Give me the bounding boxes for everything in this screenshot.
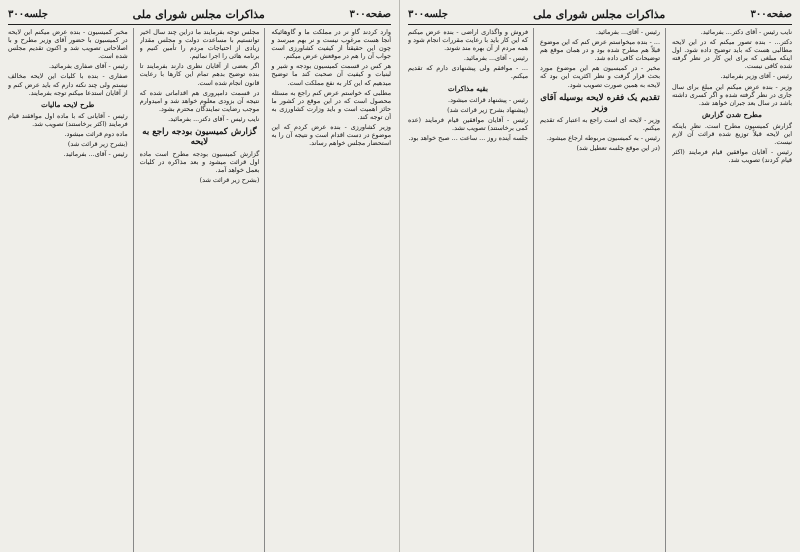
paragraph: جلسه آینده روز ... ساعت ... صبح خواهد بود. <box>408 134 528 143</box>
paragraph: وزیر کشاورزی - بنده عرض کردم که این موضوع در دست اقدام است و نتیجه آن را به استحضار مجلس خواهم رساند. <box>271 123 391 148</box>
session-label: جلسه٣٠٠ <box>8 8 48 20</box>
paragraph: رئیس - آقای وزیر بفرمائید. <box>720 72 792 81</box>
paragraph: مجلس توجه بفرمایند ما دراین چند سال اخیر توانستیم با مساعدت دولت و مجلس مقدار زیادی از احتیاجات مردم را تأمین کنیم و برنامه هائی را اجرا نمائیم. <box>139 28 260 61</box>
text-column <box>672 28 792 552</box>
paragraph: نایب رئیس - آقای دکتر... بفرمائید. <box>700 28 792 36</box>
paragraph: اگر بعضی از آقایان نظری دارند بفرمایند تا بنده توضیح بدهم تمام این کارها با رعایت قانون انجام شده است. <box>139 62 260 87</box>
section-heading: گزارش کمیسیون بودجه راجع به لایحه <box>142 127 257 148</box>
right-page-columns <box>408 28 792 552</box>
section-heading: مطرح شدن گزارش <box>701 109 763 119</box>
paragraph: رئیس - آقایان موافقین قیام فرمایند (عده کمی برخاستند) تصویب نشد. <box>408 115 528 132</box>
paragraph: گزارش کمیسیون بودجه مطرح است ماده اول قرائت میشود و بعد مذاکره در کلیات بعمل خواهد آمد. <box>139 150 260 175</box>
left-page-columns <box>8 28 391 552</box>
paragraph: وارد کردند گاو نر در مملکت ما و گاوهائیکه آنجا هست مرغوب نیست و نر بهم میرسد و چون این حقیقتاً از کیفیت کشاورزی است جواب آن را هم در موقعش عرض میکنم. <box>271 28 391 61</box>
right-page-header <box>408 6 792 25</box>
text-column <box>408 28 534 552</box>
paragraph: گزارش کمیسیون مطرح است. نظر باینکه این لایحه قبلاً توزیع شده قرائت آن لازم نیست. <box>672 121 792 147</box>
section-heading: بقیه مذاکرات <box>448 83 488 93</box>
paragraph: (بشرح زیر قرائت شد) <box>199 176 260 185</box>
section-heading: تقدیم یک فقره لایحه بوسیله آقای وزیر <box>540 92 660 113</box>
paragraph: فروش و واگذاری اراضی - بنده عرض میکنم که این کار باید با رعایت مقررات انجام شود و همه مردم از آن بهره مند شوند. <box>408 28 528 53</box>
paragraph: (در این موقع جلسه تعطیل شد) <box>576 143 660 152</box>
paragraph: هر کس در قسمت کمیسیون بودجه و شیر و لبنیات و کیفیت آن صحبت کند ما توضیح میدهیم که این کار به نفع مملکت است. <box>271 62 391 87</box>
text-column <box>271 28 391 552</box>
paragraph: رئیس - به کمیسیون مربوطه ارجاع میشود. <box>546 133 660 142</box>
section-heading: طرح لایحه مالیات <box>41 99 95 109</box>
paragraph: ... - بنده میخواستم عرض کنم که این موضوع قبلاً هم مطرح شده بود و در همان موقع هم توضیحات کافی داده شد. <box>540 38 660 63</box>
paragraph: وزیر - بنده عرض میکنم این مبلغ برای سال جاری در نظر گرفته شده و اگر کسری داشته باشد در سال بعد جبران خواهد شد. <box>672 82 792 107</box>
text-column <box>140 28 266 552</box>
paragraph: (بشرح زیر قرائت شد) <box>67 140 128 149</box>
right-page <box>400 0 800 552</box>
paragraph: مخبر - در کمیسیون هم این موضوع مورد بحث قرار گرفت و نظر اکثریت این بود که لایحه به همین صورت تصویب شود. <box>540 64 660 89</box>
paragraph: مطلبی که خواستم عرض کنم راجع به مسئله محصول است که در این موقع در کشور ما حائز اهمیت است و باید وزارت کشاورزی به آن توجه کند. <box>271 88 391 121</box>
paragraph: رئیس - پیشنهاد قرائت میشود. <box>448 95 528 104</box>
paragraph: رئیس - آقای صفاری بفرمائید. <box>48 62 128 71</box>
page-title: مذاکرات مجلس شورای ملی <box>132 7 265 21</box>
page-title: مذاکرات مجلس شورای ملی <box>533 7 666 21</box>
text-column <box>540 28 666 552</box>
text-column <box>8 28 134 552</box>
paragraph: در قسمت دامپروری هم اقداماتی شده که نتیجه آن بزودی معلوم خواهد شد و امیدوارم موجب رضایت نمایندگان محترم بشود. <box>139 88 260 113</box>
paragraph: دکتر... - بنده تصور میکنم که در این لایحه مطالبی هست که باید توضیح داده شود. اول اینکه مبلغی که برای این کار در نظر گرفته شده کافی نیست. <box>672 38 792 71</box>
paragraph: وزیر - لایحه ای است راجع به اعتبار که تقدیم میکنم. <box>540 115 660 132</box>
paragraph: رئیس - آقایانی که با ماده اول موافقند قیام فرمایند (اکثر برخاستند) تصویب شد. <box>7 111 128 128</box>
paragraph: رئیس - آقای... بفرمائید. <box>595 28 660 36</box>
paragraph: رئیس - آقای... بفرمائید. <box>463 54 528 63</box>
session-label: جلسه٣٠٠ <box>408 8 448 20</box>
paragraph: صفاری - بنده با کلیات این لایحه مخالف نیستم ولی چند نکته دارم که باید عرض کنم و از آقایان استدعا میکنم توجه بفرمایند. <box>7 72 128 97</box>
paragraph: ماده دوم قرائت میشود. <box>64 130 128 139</box>
paragraph: رئیس - آقای... بفرمائید. <box>63 150 128 159</box>
paragraph: رئیس - آقایان موافقین قیام فرمایند (اکثر قیام کردند) تصویب شد. <box>672 148 792 165</box>
page-label: صفحه٣٠٠ <box>349 8 391 20</box>
paragraph: مخبر کمیسیون - بنده عرض میکنم این لایحه در کمیسیون با حضور آقای وزیر مطرح و با اصلاحاتی تصویب شد و اکنون تقدیم مجلس شده است. <box>7 28 128 61</box>
paragraph: نایب رئیس - آقای دکتر... بفرمائید. <box>168 114 260 123</box>
paragraph: ... - موافقم ولی پیشنهادی دارم که تقدیم میکنم. <box>408 64 528 81</box>
left-page-header <box>8 6 391 25</box>
paragraph: (پیشنهاد بشرح زیر قرائت شد) <box>447 105 528 114</box>
page-label: صفحه٣٠٠ <box>750 8 792 20</box>
